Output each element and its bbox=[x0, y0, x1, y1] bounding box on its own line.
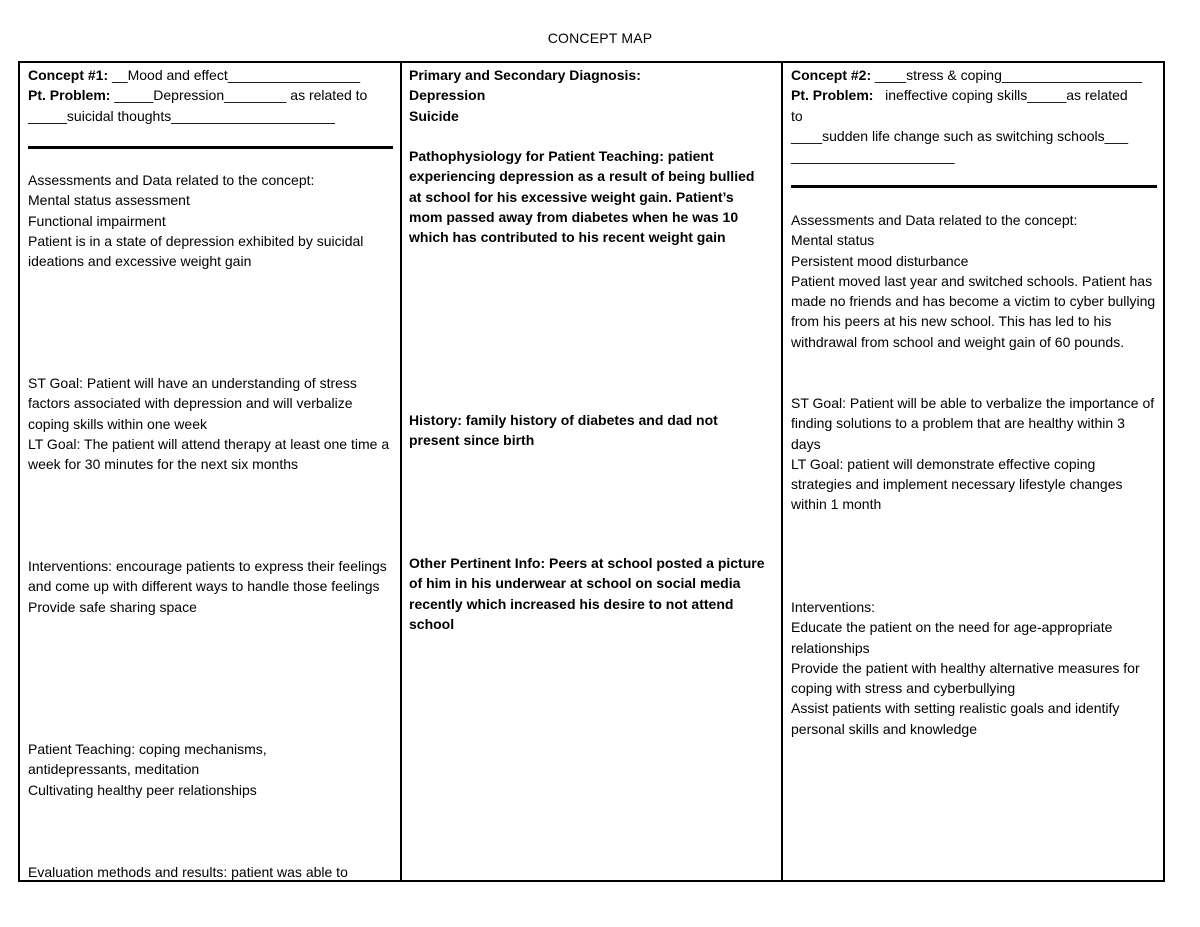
concept-1-header bbox=[28, 65, 393, 126]
interventions-2-heading: Interventions: bbox=[791, 599, 876, 615]
concept-2-header bbox=[791, 65, 1157, 166]
diagnosis-heading: Primary and Secondary Diagnosis: bbox=[409, 67, 641, 83]
diagnosis-block bbox=[409, 65, 769, 126]
concept-1-label: Concept #1: bbox=[28, 67, 109, 83]
interventions-2 bbox=[791, 597, 1157, 739]
st-goal-2: ST Goal: Patient will be able to verbalize the importance of finding solutions to a problem that are healthy within 3 days bbox=[791, 395, 1155, 452]
patient-teaching-1 bbox=[28, 739, 353, 800]
goals-1 bbox=[28, 373, 393, 474]
intervention-item: Interventions: encourage patients to express their feelings and come up with different ways to handle those feelings bbox=[28, 558, 387, 595]
diagnosis-item: Suicide bbox=[409, 107, 459, 124]
pathophysiology: Pathophysiology for Patient Teaching: patient experiencing depression as a result of being bullied at school for his excessive weight gain. Patient’s mom passed away from diabetes when he was 10 which has contributed to his recent weight gain bbox=[409, 148, 755, 246]
problem-2-value: ineffective coping skills_____as related bbox=[873, 87, 1128, 104]
assessments-1 bbox=[28, 170, 393, 271]
assessment-item: Persistent mood disturbance bbox=[791, 252, 969, 269]
lt-goal-2: LT Goal: patient will demonstrate effective coping strategies and implement necessary lifestyle changes within 1 month bbox=[791, 455, 1123, 513]
concept-2-label: Concept #2: bbox=[791, 67, 872, 83]
other-pertinent-info: Other Pertinent Info: Peers at school posted a picture of him in his underwear at school on social media recently which increased his desire to not attend school bbox=[409, 555, 765, 632]
st-goal-1: ST Goal: Patient will have an understanding of stress factors associated with depression and will verbalize coping skills within one week bbox=[28, 375, 357, 432]
page-title: CONCEPT MAP bbox=[547, 30, 653, 46]
teaching-item: Patient Teaching: coping mechanisms, antidepressants, meditation bbox=[28, 741, 267, 778]
problem-1-value-2: _____suicidal thoughts_____________________ bbox=[28, 107, 335, 124]
problem-1-value: _____Depression________ as related to bbox=[110, 87, 368, 104]
intervention-item: Provide safe sharing space bbox=[28, 598, 197, 615]
interventions-1 bbox=[28, 556, 393, 617]
diagnosis-column bbox=[409, 63, 769, 880]
concept-map-table bbox=[18, 61, 1165, 882]
lt-goal-1: LT Goal: The patient will attend therapy at least one time a week for 30 minutes for the next six months bbox=[28, 435, 390, 473]
intervention-item: Assist patients with setting realistic goals and identify personal skills and knowledge bbox=[791, 700, 1120, 737]
concept-1-header-divider bbox=[28, 146, 393, 149]
history: History: family history of diabetes and dad not present since birth bbox=[409, 412, 718, 449]
assessment-item: Mental status assessment bbox=[28, 192, 190, 209]
intervention-item: Provide the patient with healthy alternative measures for coping with stress and cyberbullying bbox=[791, 659, 1140, 697]
concept-2-header-divider bbox=[791, 185, 1157, 188]
concept-1-column bbox=[28, 63, 393, 880]
intervention-item: Educate the patient on the need for age-appropriate relationships bbox=[791, 619, 1113, 656]
diagnosis-item: Depression bbox=[409, 87, 486, 104]
concept-2-value: ____stress & coping__________________ bbox=[871, 67, 1143, 83]
problem-2-value-2: to bbox=[791, 107, 803, 124]
concept-1-value: __Mood and effect_________________ bbox=[108, 67, 361, 83]
assessments-2 bbox=[791, 210, 1157, 352]
assessment-item: Patient moved last year and switched schools. Patient has made no friends and has become a victim to cyber bullying from his peers at his new school. This has led to his withdrawal from school and weight gain of 60 pounds. bbox=[791, 272, 1156, 350]
problem-2-value-4: _____________________ bbox=[791, 148, 955, 165]
assessment-item: Patient is in a state of depression exhibited by suicidal ideations and excessive weight gain bbox=[28, 232, 364, 270]
assessment-item: Functional impairment bbox=[28, 212, 166, 229]
assessments-2-heading: Assessments and Data related to the concept: bbox=[791, 212, 1078, 228]
concept-2-column bbox=[791, 63, 1157, 880]
assessments-1-heading: Assessments and Data related to the concept: bbox=[28, 172, 315, 188]
goals-2 bbox=[791, 393, 1157, 515]
problem-1-label: Pt. Problem: bbox=[28, 87, 111, 104]
column-divider-left bbox=[400, 63, 402, 880]
teaching-item: Cultivating healthy peer relationships bbox=[28, 781, 257, 798]
problem-2-value-3: ____sudden life change such as switching schools___ bbox=[791, 127, 1129, 144]
assessment-item: Mental status bbox=[791, 232, 875, 249]
problem-2-label: Pt. Problem: bbox=[791, 87, 874, 104]
column-divider-right bbox=[781, 63, 783, 880]
evaluation-1: Evaluation methods and results: patient was able to bbox=[28, 864, 348, 880]
